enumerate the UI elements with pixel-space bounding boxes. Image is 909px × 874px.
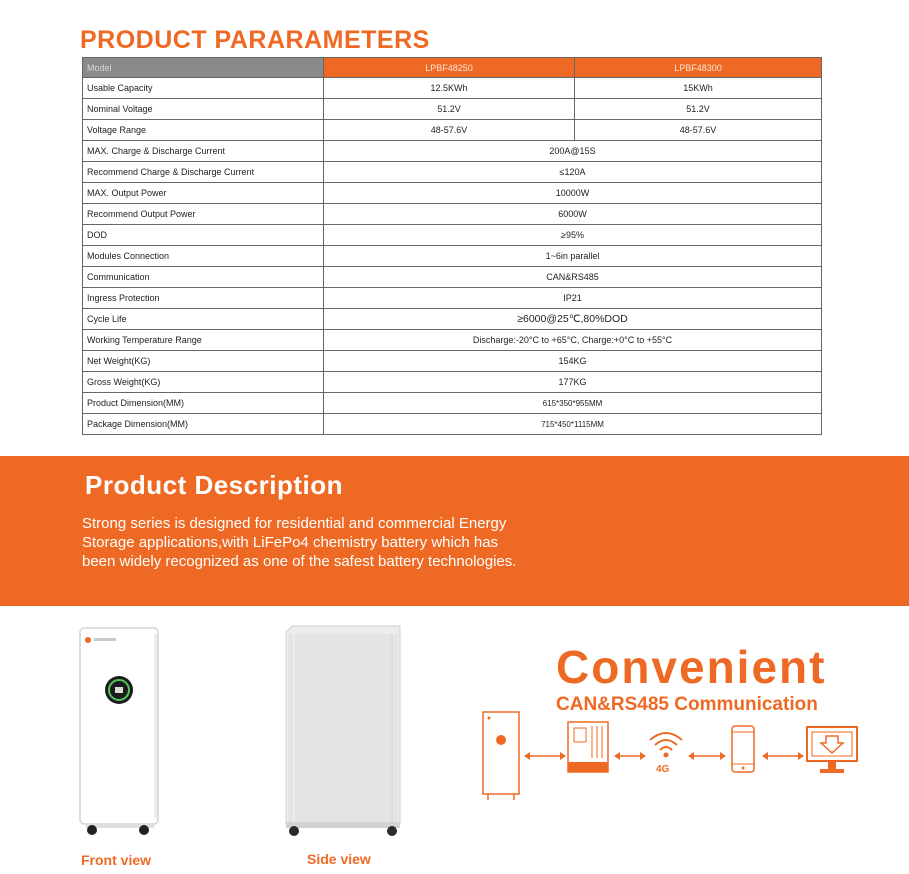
table-row [83, 141, 822, 162]
table-row [83, 393, 822, 414]
side-view-image [280, 624, 406, 840]
row-value-1: 48-57.6V [324, 120, 575, 141]
row-label: Modules Connection [83, 246, 324, 267]
row-label: MAX. Output Power [83, 183, 324, 204]
row-label: Working Temperature Range [83, 330, 324, 351]
table-row [83, 372, 822, 393]
battery-icon [478, 710, 524, 802]
table-row [83, 351, 822, 372]
table-row [83, 330, 822, 351]
row-value: 200A@15S [324, 141, 822, 162]
row-value-1: 12.5KWh [324, 78, 575, 99]
table-row [83, 267, 822, 288]
row-label: Recommend Charge & Discharge Current [83, 162, 324, 183]
wifi-icon [646, 728, 686, 762]
row-label: Voltage Range [83, 120, 324, 141]
header-model-1: LPBF48250 [324, 58, 575, 78]
row-value: ≥6000@25℃,80%DOD [324, 309, 822, 330]
description-title: Product Description [85, 470, 343, 500]
row-label: Recommend Output Power [83, 204, 324, 225]
row-value: 177KG [324, 372, 822, 393]
table-row [83, 246, 822, 267]
row-label: Package Dimension(MM) [83, 414, 324, 435]
row-value: 10000W [324, 183, 822, 204]
description-line: been widely recognized as one of the safest battery technologies. [82, 553, 517, 570]
front-view-caption: Front view [81, 852, 152, 868]
row-value: ≤120A [324, 162, 822, 183]
arrow-icon [522, 750, 568, 762]
row-label: Communication [83, 267, 324, 288]
communication-subtitle: CAN&RS485 Communication [556, 694, 818, 715]
row-value: 715*450*1115MM [324, 414, 822, 435]
row-value-1: 51.2V [324, 99, 575, 120]
table-row [83, 414, 822, 435]
row-value: 154KG [324, 351, 822, 372]
row-value-2: 48-57.6V [575, 120, 822, 141]
description-text [82, 514, 602, 571]
phone-icon [730, 724, 756, 774]
description-line: Storage applications,with LiFePo4 chemistry battery which has [82, 534, 499, 551]
table-row [83, 204, 822, 225]
arrow-icon [760, 750, 806, 762]
table-row [83, 99, 822, 120]
row-value: IP21 [324, 288, 822, 309]
row-value-2: 15KWh [575, 78, 822, 99]
description-line: Strong series is designed for residential and commercial Energy [82, 515, 507, 532]
network-label: 4G [656, 764, 670, 775]
arrow-icon [686, 750, 728, 762]
table-row [83, 309, 822, 330]
table-row [83, 162, 822, 183]
row-label: DOD [83, 225, 324, 246]
row-label: Cycle Life [83, 309, 324, 330]
row-value: 6000W [324, 204, 822, 225]
header-model-label: Model [83, 58, 324, 78]
inverter-icon [566, 720, 612, 776]
table-row [83, 120, 822, 141]
table-row [83, 288, 822, 309]
parameters-title: PRODUCT PARARAMETERS [80, 26, 430, 54]
table-row [83, 225, 822, 246]
row-value: 1~6in parallel [324, 246, 822, 267]
table-row [83, 78, 822, 99]
row-value: CAN&RS485 [324, 267, 822, 288]
row-value: 615*350*955MM [324, 393, 822, 414]
row-label: Ingress Protection [83, 288, 324, 309]
row-label: Nominal Voltage [83, 99, 324, 120]
front-view-image [78, 626, 162, 838]
parameters-table [82, 57, 822, 435]
row-value-2: 51.2V [575, 99, 822, 120]
side-view-caption: Side view [307, 851, 371, 867]
table-header-row [83, 58, 822, 78]
row-label: Usable Capacity [83, 78, 324, 99]
description-band [0, 456, 909, 606]
arrow-icon [612, 750, 648, 762]
row-label: Net Weight(KG) [83, 351, 324, 372]
header-model-2: LPBF48300 [575, 58, 822, 78]
monitor-icon [804, 724, 860, 776]
row-value: Discharge:-20°C to +65°C, Charge:+0°C to +55°C [324, 330, 822, 351]
row-label: Product Dimension(MM) [83, 393, 324, 414]
row-label: Gross Weight(KG) [83, 372, 324, 393]
row-label: MAX. Charge & Discharge Current [83, 141, 324, 162]
convenient-title: Convenient [556, 641, 827, 693]
row-value: ≥95% [324, 225, 822, 246]
table-row [83, 183, 822, 204]
